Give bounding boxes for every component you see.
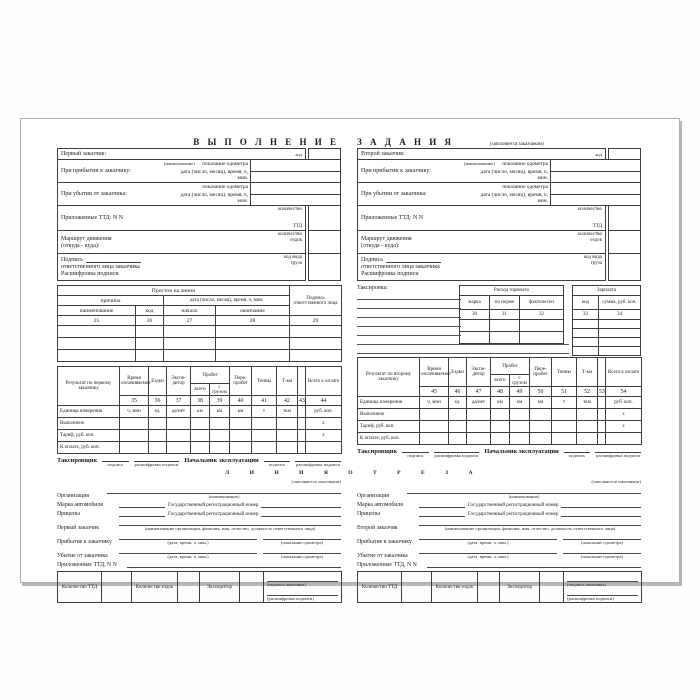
tariff-row: Тариф, руб. коп. х (58, 430, 342, 442)
signature-row (357, 253, 641, 281)
route-label: Маршрут движения (361, 235, 412, 242)
blank-line (261, 510, 341, 517)
organization-row: Организация (наименование) (357, 487, 641, 499)
salary-cols-row: код сумма, руб. коп. (572, 296, 640, 310)
rides-qty-label-2: ездок (290, 238, 302, 243)
blank-cell (178, 572, 200, 603)
datetime-label: дата (число, месяц), время, ч, мин. (480, 169, 548, 181)
forwarder-label: Экспедитор (200, 572, 240, 603)
salary-numbers-row: 33 34 (572, 310, 640, 320)
attached-ttd-row (357, 561, 641, 568)
title-tasks: З А Д А Н И Я (357, 137, 454, 147)
route-label-2: (откуда - куда): (361, 242, 400, 249)
car-label: Марка автомобиля (57, 502, 103, 508)
signature-line (386, 257, 441, 263)
blank-line (263, 547, 341, 554)
arrival-row (57, 159, 341, 183)
coupons-section (21, 479, 679, 603)
rides-qty-label: Количество ездок (432, 572, 478, 603)
organization-label: Организация (357, 493, 389, 499)
signature-line (267, 575, 338, 582)
cargo-code-box (308, 253, 341, 281)
coupon-table-row (358, 572, 642, 603)
odometer-label: показание одометра (202, 161, 248, 167)
done-row: Выполнено х (358, 409, 642, 421)
customer-signature-cell: (подпись заказчика) (расшифровка подписи) (264, 572, 342, 603)
col-time: Время оплачиваемое (120, 367, 149, 396)
taximan-label: Таксировщик (57, 457, 98, 464)
blank-line (427, 561, 641, 568)
tariff-row: Тариф, руб. коп. х (358, 421, 642, 433)
blank-line (357, 291, 461, 300)
downtime-cols-row: наименование код начало окончание (58, 306, 342, 316)
rides-qty-label: количество (578, 232, 602, 237)
column-numbers-row: 35 36 37 38 39 40 41 42 43 44 (58, 396, 342, 406)
arrival-label: Прибытие к заказчику (57, 539, 112, 545)
results-table (57, 366, 342, 454)
cut-line-label: Л И Н И Я О Т Р Е З А (225, 470, 475, 476)
signatures-row: Таксировщик подпись расшифровка подписи Начальник эксплуатации подпись расшифровка подписи (57, 457, 340, 467)
sign-label-2: ответственного лица заказчика (361, 264, 440, 270)
units-row: Единица измерения ч, мин ед. да/нет км км км т ткм руб. коп. (58, 406, 342, 418)
taxing-block (357, 285, 451, 354)
cargo-code-label: код вида (283, 255, 302, 260)
code-label: код (595, 151, 602, 157)
sign-label: Подпись (61, 257, 84, 263)
arrival-row: Прибытие к заказчику (дата, время, ч, мин.) (показание одометра) (57, 533, 341, 545)
col-run-loaded: с грузом (210, 384, 230, 396)
col-time: Время оплачиваемое (420, 358, 449, 387)
car-label: Марка автомобиля (357, 502, 403, 508)
coupon-table (357, 571, 642, 603)
attached-ttd-label: Приложенные ТТД, N N (57, 562, 117, 568)
signature-line (567, 589, 638, 596)
blank-line (357, 327, 461, 336)
blank-line (419, 501, 465, 508)
code-label: код (295, 151, 302, 157)
col-run-total: всего (191, 384, 210, 396)
col-tons: Тонны (552, 358, 577, 387)
blank-line (357, 345, 569, 354)
downtime-table (57, 285, 342, 362)
chief-label: Начальник эксплуатации (484, 448, 559, 455)
forwarder-label: Экспедитор (500, 572, 540, 603)
taxing-label: Таксировка: (357, 285, 388, 291)
col-total: Всего к оплате (606, 358, 642, 387)
ttd-count-box (308, 205, 341, 231)
tear-off-coupon (57, 479, 341, 603)
salary-empty-row (572, 329, 640, 338)
blank-cell (240, 572, 264, 603)
blank-cell (102, 572, 132, 603)
filled-by-customer-note: (заполняется заказчиком) (489, 142, 544, 147)
signature-line (86, 257, 141, 263)
col-forwarder: Экспедитор (167, 367, 191, 396)
taxing-band (357, 285, 641, 353)
car-row (357, 501, 641, 508)
customer-row: Второй заказчик (наименование организации, фамилия, имя, отчество, должность ответственного лица) (357, 519, 641, 531)
fuel-title-row: Расход горючего (459, 286, 563, 296)
blank-line (357, 300, 461, 309)
ttd-qty-label: Количество ТТД (58, 572, 102, 603)
title-execution: В Ы П О Л Н Е Н И Е (193, 137, 339, 147)
downtime-title-row (58, 286, 342, 296)
signatures-row: Таксировщик подпись расшифровка подписи Начальник эксплуатации подпись расшифровка подписи (357, 448, 640, 458)
top-forms (21, 119, 679, 470)
downtime-empty-row (58, 326, 342, 338)
tear-off-coupon (357, 479, 641, 603)
arrival-label: При прибытии к заказчику: (361, 168, 431, 174)
customer-label: Второй заказчик (357, 525, 398, 531)
departure-row (357, 182, 641, 206)
blank-line (563, 547, 641, 554)
customer-label: Первый заказчик: (61, 151, 107, 157)
ttd-qty-label: Количество ТТД (358, 572, 402, 603)
attached-ttd-row (57, 205, 341, 231)
col-overrun: Перепробег (230, 367, 252, 396)
departure-label: Убытие от заказчика (357, 553, 408, 559)
fuel-cols-row: марка по норме фактически (459, 296, 563, 310)
name-caption: (наименование) (164, 161, 195, 166)
sign-decode-label: Расшифровка подписи (361, 271, 419, 277)
salary-empty-row (572, 320, 640, 329)
blank-line (561, 501, 641, 508)
salary-table (572, 285, 641, 356)
cargo-code-label: код вида (583, 255, 602, 260)
attached-ttd-label: Приложенные ТТД: N N (61, 215, 124, 221)
odometer-label: показание одометра (502, 184, 548, 190)
quantity-label: количество (578, 207, 602, 212)
arrival-label: Прибытие к заказчику (357, 539, 412, 545)
route-label: Маршрут движения (61, 235, 112, 242)
downtime-band (57, 285, 341, 362)
results-row-label: Результат по второму заказчику (358, 358, 420, 397)
fuel-empty-row (459, 320, 563, 332)
quantity-label: количество (278, 207, 302, 212)
downtime-empty-row (58, 350, 342, 362)
customer-label: Первый заказчик (57, 525, 100, 531)
cargo-code-box (608, 253, 641, 281)
blank-line (357, 309, 461, 318)
datetime-label: дата (число, месяц), время, ч, мин. (480, 192, 548, 204)
blank-line (419, 533, 557, 540)
car-row (57, 501, 341, 508)
coupon-table (57, 571, 342, 603)
salary-empty-row (572, 338, 640, 347)
signature-row (57, 253, 341, 281)
col-tkm: Т-км (577, 358, 598, 387)
cargo-code-label-2: груза (290, 261, 302, 266)
downtime-title: Простои на линии (58, 286, 290, 296)
col-run: Пробег (491, 358, 530, 375)
odometer-label: показание одометра (502, 161, 548, 167)
results-header-row (358, 358, 642, 375)
trailers-row (57, 510, 341, 517)
odometer-label: показание одометра (202, 184, 248, 190)
trailers-label: Прицепы (357, 511, 380, 517)
customer-label: Второй заказчик: (361, 151, 405, 157)
coupon-table-row (58, 572, 342, 603)
customer-row: Первый заказчик (наименование организации, фамилия, имя, отчество, должность ответственного лица) (57, 519, 341, 531)
col-overrun: Перепробег (530, 358, 552, 387)
col-forwarder: Экспедитор (467, 358, 491, 387)
filled-by-customer-note: (заполняется заказчиком) (291, 479, 341, 484)
departure-label: При убытии от заказчика: (61, 191, 127, 197)
customer-signature-cell: (подпись заказчика) (расшифровка подписи) (564, 572, 642, 603)
results-table (357, 357, 642, 445)
departure-row: Убытие от заказчика (дата, время, ч, мин.) (показание одометра) (57, 547, 341, 559)
arrival-label: При прибытии к заказчику: (61, 168, 131, 174)
blank-line (563, 533, 641, 540)
salary-empty-row (572, 347, 640, 356)
rides-count-box (608, 230, 641, 254)
customer-header-block (57, 148, 341, 281)
payable-row: К оплате, руб. коп. (58, 442, 342, 454)
sign-label-2: ответственного лица заказчика (61, 264, 140, 270)
blank-line (107, 487, 341, 494)
attached-ttd-label: Приложенные ТТД, N N (357, 562, 417, 568)
blank-cell (478, 572, 500, 603)
blank-line (419, 519, 641, 526)
trailers-row (357, 510, 641, 517)
blank-line (119, 501, 165, 508)
blank-line (407, 487, 641, 494)
downtime-sign-col: Подпись ответственного лица (290, 286, 342, 316)
chief-label: Начальник эксплуатации (184, 457, 259, 464)
datetime-label: дата (число, месяц), время, ч, мин. (180, 169, 248, 181)
col-rides: Ездки (149, 367, 167, 396)
col-run-loaded: с грузом (510, 375, 530, 387)
organization-label: Организация (57, 493, 89, 499)
blank-line (119, 547, 257, 554)
blank-line (127, 561, 341, 568)
blank-line (419, 547, 557, 554)
route-row (357, 230, 641, 254)
waybill-form-page (20, 118, 680, 601)
results-header-row (58, 367, 342, 384)
reg-number-label: Государственный регистрационный номер (468, 503, 559, 508)
ttd-label: ТТД (292, 224, 302, 229)
rides-count-box (308, 230, 341, 254)
sign-decode-label: Расшифровка подписи (61, 271, 119, 277)
rides-qty-label: количество (278, 232, 302, 237)
col-blank (598, 358, 606, 387)
blank-line (357, 318, 461, 327)
col-run-total: всего (491, 375, 510, 387)
tasks-half (357, 137, 641, 470)
taximan-label: Таксировщик (357, 448, 398, 455)
blank-line (561, 510, 641, 517)
col-tons: Тонны (252, 367, 277, 396)
downtime-empty-row (58, 338, 342, 350)
col-total: Всего к оплате (306, 367, 342, 396)
blank-line (419, 510, 465, 517)
reg-number-label: Государственный регистрационный номер (468, 512, 559, 517)
units-row: Единица измерения ч, мин ед. да/нет км км км т ткм руб. коп. (358, 397, 642, 409)
col-tkm: Т-км (277, 367, 298, 396)
ttd-count-box (608, 205, 641, 231)
filled-by-customer-note: (заполняется заказчиком) (591, 479, 641, 484)
blank-line (261, 501, 341, 508)
name-caption: (наименование) (464, 161, 495, 166)
trailers-label: Прицепы (57, 511, 80, 517)
blank-line (263, 533, 341, 540)
attached-ttd-label: Приложенные ТТД: N N (361, 215, 424, 221)
blank-line (119, 533, 257, 540)
blank-cell (402, 572, 432, 603)
departure-label: Убытие от заказчика (57, 553, 108, 559)
column-numbers-row: 45 46 47 48 49 50 51 52 53 54 (358, 387, 642, 397)
execution-half (57, 137, 341, 470)
rides-qty-label-2: ездок (590, 238, 602, 243)
ttd-label: ТТД (592, 224, 602, 229)
col-rides: Ездки (449, 358, 467, 387)
salary-title-row: Зарплата (572, 286, 640, 296)
route-row (57, 230, 341, 254)
departure-row (57, 182, 341, 206)
blank-cell (540, 572, 564, 603)
downtime-subheader-row: причина дата (число, месяц), время, ч, мин. (58, 296, 342, 306)
arrival-row (357, 159, 641, 183)
results-row-label: Результат по первому заказчику (58, 367, 120, 406)
reg-number-label: Государственный регистрационный номер (168, 512, 259, 517)
route-label-2: (откуда - куда): (61, 242, 100, 249)
cargo-code-label-2: груза (590, 261, 602, 266)
col-run: Пробег (191, 367, 230, 384)
arrival-row: Прибытие к заказчику (дата, время, ч, мин.) (показание одометра) (357, 533, 641, 545)
fuel-empty-row (459, 332, 563, 344)
fuel-numbers-row: 30 31 32 (459, 310, 563, 320)
signature-line (267, 589, 338, 596)
signature-line (567, 575, 638, 582)
organization-row: Организация (наименование) (57, 487, 341, 499)
departure-label: При убытии от заказчика: (361, 191, 427, 197)
datetime-label: дата (число, месяц), время, ч, мин. (180, 192, 248, 204)
rides-qty-label: Количество ездок (132, 572, 178, 603)
payable-row: К оплате, руб. коп. (358, 433, 642, 445)
blank-line (119, 510, 165, 517)
fuel-table (459, 285, 564, 344)
attached-ttd-row (57, 561, 341, 568)
col-blank (298, 367, 306, 396)
done-row: Выполнено х (58, 418, 342, 430)
customer-header-block (357, 148, 641, 281)
attached-ttd-row (357, 205, 641, 231)
sign-label: Подпись (361, 257, 384, 263)
blank-line (119, 519, 341, 526)
downtime-numbers-row: 25 26 27 28 29 (58, 316, 342, 326)
departure-row: Убытие от заказчика (дата, время, ч, мин.) (показание одометра) (357, 547, 641, 559)
reg-number-label: Государственный регистрационный номер (168, 503, 259, 508)
